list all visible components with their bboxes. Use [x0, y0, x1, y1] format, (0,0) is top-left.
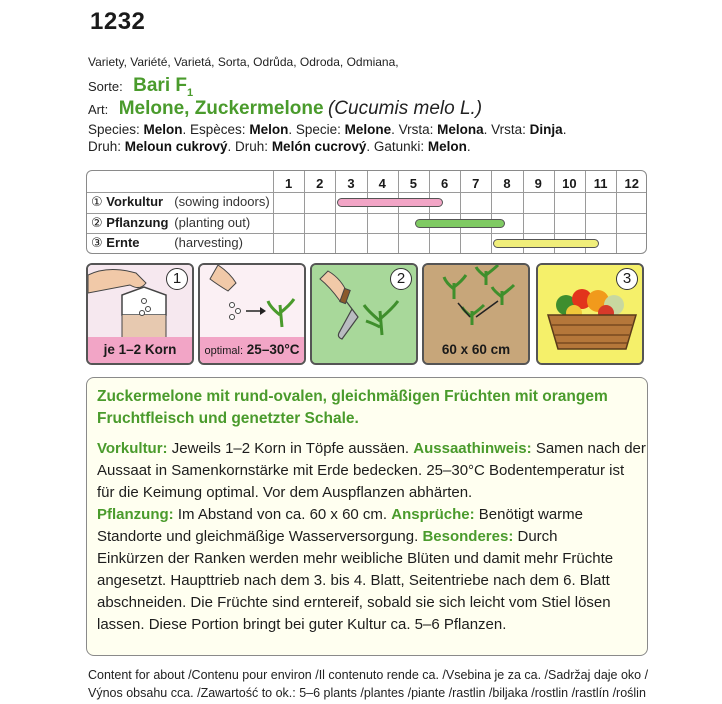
- species-line-2-segment: Melon: [427, 139, 467, 154]
- instruction-line: [97, 592, 611, 614]
- panel-sowing: [86, 263, 194, 365]
- calendar-period-bar: [493, 239, 598, 248]
- instruction-text: Aussaat in Samenkornstärke mit Erde bedecken. 25–30°C Bodentemperatur ist: [97, 462, 625, 479]
- species-line-1-segment: . Espèces:: [182, 122, 250, 137]
- instruction-text: Im Abstand von ca. 60 x 60 cm.: [173, 506, 392, 523]
- panel-spacing: [422, 263, 530, 365]
- row-number: ③: [91, 235, 107, 250]
- temperature-value: 25–30°C: [246, 342, 300, 357]
- instruction-keyword: Pflanzung:: [97, 506, 174, 523]
- species-line-1-segment: Melon: [143, 122, 183, 137]
- variety-row: [88, 75, 193, 99]
- species-line-1-segment: Dinja: [529, 122, 563, 137]
- instruction-text: Samen nach der: [531, 440, 646, 457]
- month-header: 2: [316, 176, 324, 191]
- instruction-line: [97, 614, 506, 636]
- calendar-row-label: [91, 215, 250, 231]
- calendar-row-label: [91, 194, 270, 210]
- row-stage-name: Ernte: [106, 235, 140, 250]
- instruction-line: [97, 438, 646, 460]
- species-line-1-segment: . Vrsta:: [483, 122, 530, 137]
- sowing-calendar: [86, 170, 647, 254]
- month-header: 8: [503, 176, 511, 191]
- row-number: ②: [91, 214, 107, 230]
- step-number-1: 1: [166, 268, 188, 290]
- month-header: 1: [284, 176, 293, 191]
- instruction-line: [97, 570, 610, 592]
- description-box: [86, 377, 648, 656]
- species-line-1-segment: . Vrsta:: [391, 122, 438, 137]
- row-stage-name: Pflanzung: [106, 214, 169, 230]
- month-header: 10: [562, 176, 577, 191]
- species-line-2-segment: Druh:: [88, 139, 125, 154]
- art-row: [88, 98, 482, 120]
- instruction-text: Standorte und gleichmäßige Wasserversorgung.: [97, 528, 423, 545]
- species-line-2-segment: Melón cucrový: [271, 139, 367, 154]
- row-stage-translation: (planting out): [174, 214, 251, 230]
- instruction-keyword: Aussaathinweis:: [413, 440, 532, 457]
- calendar-grid: [87, 171, 646, 253]
- spacing-label: 60 x 60 cm: [424, 337, 528, 363]
- calendar-period-bar: [337, 198, 442, 207]
- step-number-2: 2: [390, 268, 412, 290]
- variety-subscript: 1: [187, 86, 194, 99]
- species-line-2-segment: . Druh:: [227, 139, 272, 154]
- panel-planting: [310, 263, 418, 365]
- species-line-1-segment: Melona: [437, 122, 484, 137]
- footer-content-line-1: Content for about /Contenu pour environ /Il contenuto rende ca. /Vsebina je za ca. /Sadržaj daje oko /: [88, 668, 649, 682]
- instruction-text: abschneiden. Die Früchte sind erntereif, sobald sie sich leicht vom Stiel lösen: [97, 594, 611, 611]
- instruction-line: [97, 526, 558, 548]
- row-number: ①: [91, 194, 107, 209]
- month-header: 6: [440, 176, 449, 191]
- species-line-1-segment: . Specie:: [288, 122, 345, 137]
- instruction-keyword: Besonderes:: [422, 528, 514, 545]
- species-line-2: [88, 139, 471, 154]
- instruction-line: [97, 504, 583, 526]
- species-line-2-segment: . Gatunki:: [366, 139, 428, 154]
- sorte-label: Sorte:: [88, 79, 123, 94]
- species-line-2-segment: Meloun cukrový: [124, 139, 228, 154]
- instruction-line: [97, 460, 624, 482]
- variety-name: Bari $F_1$: [133, 75, 194, 99]
- panel-temperature: [198, 263, 306, 365]
- instruction-keyword: Ansprüche:: [391, 506, 475, 523]
- product-headline: Zuckermelone mit rund-ovalen, gleichmäßigen Früchten mit orangem Fruchtfleisch und genetzter Schale.: [97, 388, 608, 427]
- plant-spacing-icon: [424, 265, 530, 341]
- row-gridline: [87, 233, 646, 234]
- species-line-1-segment: Species:: [88, 122, 144, 137]
- temperature-label: [200, 337, 304, 363]
- row-stage-translation: (sowing indoors): [174, 194, 270, 209]
- instruction-text: angesetzt. Haupttrieb nach dem 3. bis 4. Blatt, Seitentriebe nach dem 6. Blatt: [97, 572, 610, 589]
- row-stage-translation: (harvesting): [174, 235, 243, 250]
- row-gridline: [87, 192, 646, 193]
- calendar-row-label: [91, 235, 243, 251]
- product-code: 1232: [90, 8, 146, 35]
- species-line-1-segment: .: [562, 122, 567, 137]
- instruction-text: Einkürzen der Ranken werden mehr weibliche Blüten und damit mehr Früchte: [97, 550, 614, 567]
- species-line-1-segment: Melon: [249, 122, 289, 137]
- row-gridline: [87, 213, 646, 214]
- instruction-keyword: Vorkultur:: [97, 440, 168, 457]
- seeds-per-pot-label: je 1–2 Korn: [88, 337, 192, 363]
- instruction-text: Jeweils 1–2 Korn in Töpfe aussäen.: [167, 440, 414, 457]
- month-header: 9: [534, 176, 542, 191]
- instruction-text: Benötigt warme: [474, 506, 584, 523]
- species-line-1-segment: Melone: [344, 122, 392, 137]
- month-header: 12: [624, 176, 640, 191]
- instruction-text: lassen. Diese Portion bringt bei guter Kultur ca. 5–6 Pflanzen.: [97, 616, 507, 633]
- step-number-3: 3: [616, 268, 638, 290]
- month-header: 11: [593, 176, 608, 191]
- art-label: Art:: [88, 102, 109, 117]
- month-header: 5: [409, 176, 417, 191]
- calendar-period-bar: [415, 219, 505, 228]
- panel-harvest: [536, 263, 644, 365]
- instruction-line: [97, 482, 472, 504]
- latin-name: (Cucumis melo L.): [327, 98, 483, 119]
- variety-label-multilang: Variety, Variété, Varietá, Sorta, Odrůda, Odroda, Odmiana,: [88, 55, 399, 69]
- instruction-text: Durch: [513, 528, 558, 545]
- instruction-text: für die Keimung optimal. Vor dem Auspflanzen abhärten.: [97, 484, 473, 501]
- species-line-2-segment: .: [466, 139, 471, 154]
- optimal-prefix: optimal:: [204, 345, 244, 357]
- germination-icon: [200, 265, 306, 341]
- month-header: 4: [378, 176, 386, 191]
- month-header: 3: [347, 176, 355, 191]
- art-name: Melone, Zuckermelone: [118, 98, 324, 119]
- row-stage-name: Vorkultur: [106, 194, 164, 209]
- instruction-line: [97, 548, 613, 570]
- footer-content-line-2: Výnos obsahu cca. /Zawartość to ok.: 5–6 plants /plantes /piante /rastlin /biljaka /rostlin /rastlín /roślin: [88, 686, 646, 700]
- month-header: 7: [472, 176, 480, 191]
- species-line-1: [88, 122, 566, 137]
